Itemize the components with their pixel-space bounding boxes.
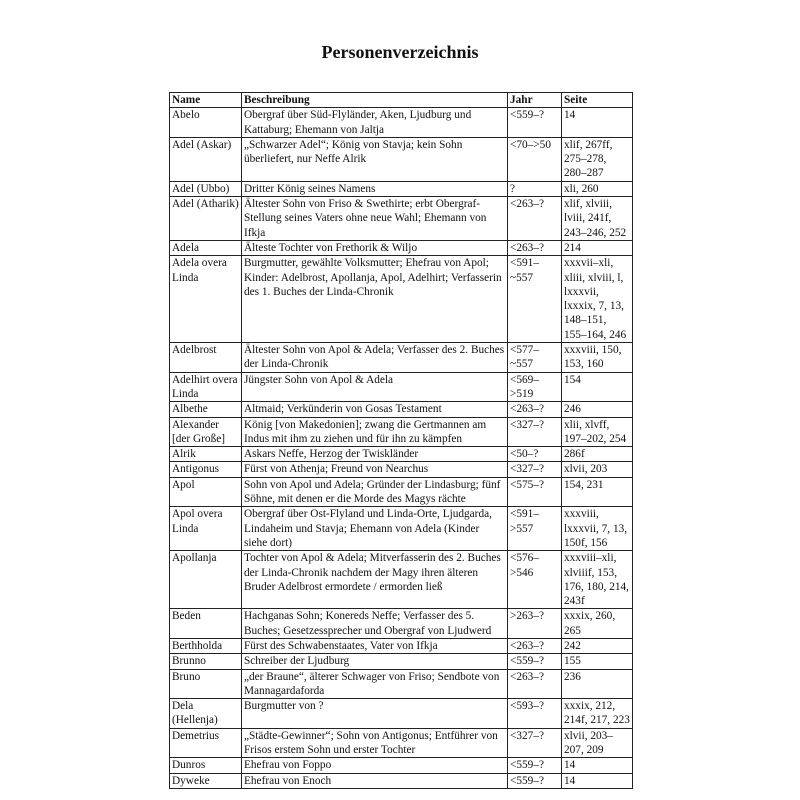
cell-description: Älteste Tochter von Frethorik & Wiljo (242, 240, 508, 255)
cell-name: Adelbrost (170, 343, 242, 373)
table-row (170, 758, 633, 773)
cell-pages: xxxix, 260, 265 (562, 609, 633, 639)
cell-pages: xxxviii–xli, xlviiif, 153, 176, 180, 214, 243f (562, 551, 633, 609)
cell-name: Alexander [der Große] (170, 417, 242, 447)
cell-description: König [von Makedonien]; zwang die Gertmannen am Indus mit ihm zu ziehen und für ihn zu kämpfen (242, 417, 508, 447)
cell-year: <263–? (508, 240, 562, 255)
table-row (170, 108, 633, 138)
table-row (170, 654, 633, 669)
cell-name: Berthholda (170, 638, 242, 653)
cell-name: Abelo (170, 108, 242, 138)
table-row (170, 609, 633, 639)
cell-description: Ehefrau von Foppo (242, 758, 508, 773)
cell-name: Alrik (170, 447, 242, 462)
column-header-pages: Seite (562, 93, 633, 108)
table-row (170, 137, 633, 181)
cell-year: >263–? (508, 609, 562, 639)
cell-pages: xxxvii–xli, xliii, xlviii, l, lxxxvii, lxxxix, 7, 13, 148–151, 155–164, 246 (562, 256, 633, 343)
table-row (170, 343, 633, 373)
table-row (170, 197, 633, 241)
cell-year: <263–? (508, 197, 562, 241)
table-row (170, 507, 633, 551)
cell-name: Adelhirt overa Linda (170, 372, 242, 402)
cell-name: Brunno (170, 654, 242, 669)
cell-year: <327–? (508, 417, 562, 447)
cell-year: <263–? (508, 638, 562, 653)
cell-pages: 214 (562, 240, 633, 255)
cell-year: <576–>546 (508, 551, 562, 609)
cell-pages: 246 (562, 402, 633, 417)
table-row (170, 773, 633, 788)
cell-description: Altmaid; Verkünderin von Gosas Testament (242, 402, 508, 417)
cell-year: <569–>519 (508, 372, 562, 402)
cell-pages: xlif, 267ff, 275–278, 280–287 (562, 137, 633, 181)
table-row (170, 551, 633, 609)
cell-pages: xxxviii, lxxxvii, 7, 13, 150f, 156 (562, 507, 633, 551)
cell-pages: 154, 231 (562, 477, 633, 507)
cell-description: Sohn von Apol und Adela; Gründer der Lindasburg; fünf Söhne, mit denen er die Morde des Magys rächte (242, 477, 508, 507)
cell-pages: 236 (562, 669, 633, 699)
cell-pages: 154 (562, 372, 633, 402)
cell-year: <559–? (508, 654, 562, 669)
cell-description: „der Braune“, älterer Schwager von Friso; Sendbote von Mannagardaforda (242, 669, 508, 699)
cell-pages: 155 (562, 654, 633, 669)
table-row (170, 699, 633, 729)
page-title: Personenverzeichnis (321, 42, 479, 62)
cell-name: Demetrius (170, 728, 242, 758)
cell-name: Adela (170, 240, 242, 255)
table-row (170, 402, 633, 417)
cell-name: Adel (Ubbo) (170, 181, 242, 196)
cell-pages: 286f (562, 447, 633, 462)
cell-name: Apol overa Linda (170, 507, 242, 551)
cell-year: <327–? (508, 728, 562, 758)
table-row (170, 417, 633, 447)
cell-year: <559–? (508, 773, 562, 788)
cell-description: Askars Neffe, Herzog der Twiskländer (242, 447, 508, 462)
person-table (169, 92, 633, 789)
table-row (170, 372, 633, 402)
cell-description: Obergraf über Ost-Flyland und Linda-Orte, Ljudgarda, Lindaheim und Stavja; Ehemann von Adela (Kinder siehe dort) (242, 507, 508, 551)
table-row (170, 638, 633, 653)
cell-pages: xxxix, 212, 214f, 217, 223 (562, 699, 633, 729)
cell-pages: 14 (562, 773, 633, 788)
cell-description: Ehefrau von Enoch (242, 773, 508, 788)
table-row (170, 240, 633, 255)
cell-name: Antigonus (170, 462, 242, 477)
cell-description: Fürst von Athenja; Freund von Nearchus (242, 462, 508, 477)
cell-description: Tochter von Apol & Adela; Mitverfasserin des 2. Buches der Linda-Chronik nachdem der Magy ihren älteren Bruder Adelbrost ermordete / ermorden ließ (242, 551, 508, 609)
cell-year: <575–? (508, 477, 562, 507)
cell-description: Ältester Sohn von Friso & Swethirte; erbt Obergraf-Stellung seines Vaters ohne neue Wahl; Ehemann von Ifkja (242, 197, 508, 241)
cell-pages: 14 (562, 108, 633, 138)
cell-description: Dritter König seines Namens (242, 181, 508, 196)
table-row (170, 477, 633, 507)
cell-name: Dela (Hellenja) (170, 699, 242, 729)
cell-year: <327–? (508, 462, 562, 477)
cell-pages: xli, 260 (562, 181, 633, 196)
table-header-row (170, 93, 633, 108)
cell-year: ? (508, 181, 562, 196)
table-row (170, 669, 633, 699)
cell-year: <559–? (508, 108, 562, 138)
table-row (170, 728, 633, 758)
cell-name: Dunros (170, 758, 242, 773)
cell-pages: 14 (562, 758, 633, 773)
cell-name: Bruno (170, 669, 242, 699)
cell-description: Hachganas Sohn; Konereds Neffe; Verfasser des 5. Buches; Gesetzessprecher und Obergraf von Ljudwerd (242, 609, 508, 639)
cell-year: <591–>557 (508, 507, 562, 551)
table-row (170, 462, 633, 477)
cell-name: Adel (Askar) (170, 137, 242, 181)
cell-description: Burgmutter von ? (242, 699, 508, 729)
cell-description: Fürst des Schwabenstaates, Vater von Ifkja (242, 638, 508, 653)
cell-name: Apollanja (170, 551, 242, 609)
cell-pages: xlii, xlvff, 197–202, 254 (562, 417, 633, 447)
cell-description: Schreiber der Ljudburg (242, 654, 508, 669)
cell-name: Beden (170, 609, 242, 639)
table-row (170, 181, 633, 196)
cell-year: <263–? (508, 402, 562, 417)
column-header-year: Jahr (508, 93, 562, 108)
cell-year: <577–~557 (508, 343, 562, 373)
cell-pages: 242 (562, 638, 633, 653)
cell-description: Ältester Sohn von Apol & Adela; Verfasser des 2. Buches der Linda-Chronik (242, 343, 508, 373)
column-header-description: Beschreibung (242, 93, 508, 108)
cell-description: „Schwarzer Adel“; König von Stavja; kein Sohn überliefert, nur Neffe Alrik (242, 137, 508, 181)
cell-pages: xlif, xlviii, lviii, 241f, 243–246, 252 (562, 197, 633, 241)
cell-pages: xlvii, 203 (562, 462, 633, 477)
column-header-name: Name (170, 93, 242, 108)
cell-year: <70–>50 (508, 137, 562, 181)
cell-name: Adela overa Linda (170, 256, 242, 343)
cell-description: Burgmutter, gewählte Volksmutter; Ehefrau von Apol; Kinder: Adelbrost, Apollanja, Apol, Adelhirt; Verfasserin des 1. Buches der Linda-Chronik (242, 256, 508, 343)
cell-pages: xxxviii, 150, 153, 160 (562, 343, 633, 373)
cell-year: <591–~557 (508, 256, 562, 343)
cell-pages: xlvii, 203–207, 209 (562, 728, 633, 758)
cell-year: <559–? (508, 758, 562, 773)
cell-description: Jüngster Sohn von Apol & Adela (242, 372, 508, 402)
cell-name: Albethe (170, 402, 242, 417)
cell-description: Obergraf über Süd-Flyländer, Aken, Ljudburg und Kattaburg; Ehemann von Jaltja (242, 108, 508, 138)
cell-year: <263–? (508, 669, 562, 699)
cell-name: Dyweke (170, 773, 242, 788)
table-row (170, 256, 633, 343)
cell-name: Adel (Atharik) (170, 197, 242, 241)
cell-description: „Städte-Gewinner“; Sohn von Antigonus; Entführer von Frisos erstem Sohn und erster Tochter (242, 728, 508, 758)
cell-year: <593–? (508, 699, 562, 729)
table-row (170, 447, 633, 462)
cell-year: <50–? (508, 447, 562, 462)
cell-name: Apol (170, 477, 242, 507)
